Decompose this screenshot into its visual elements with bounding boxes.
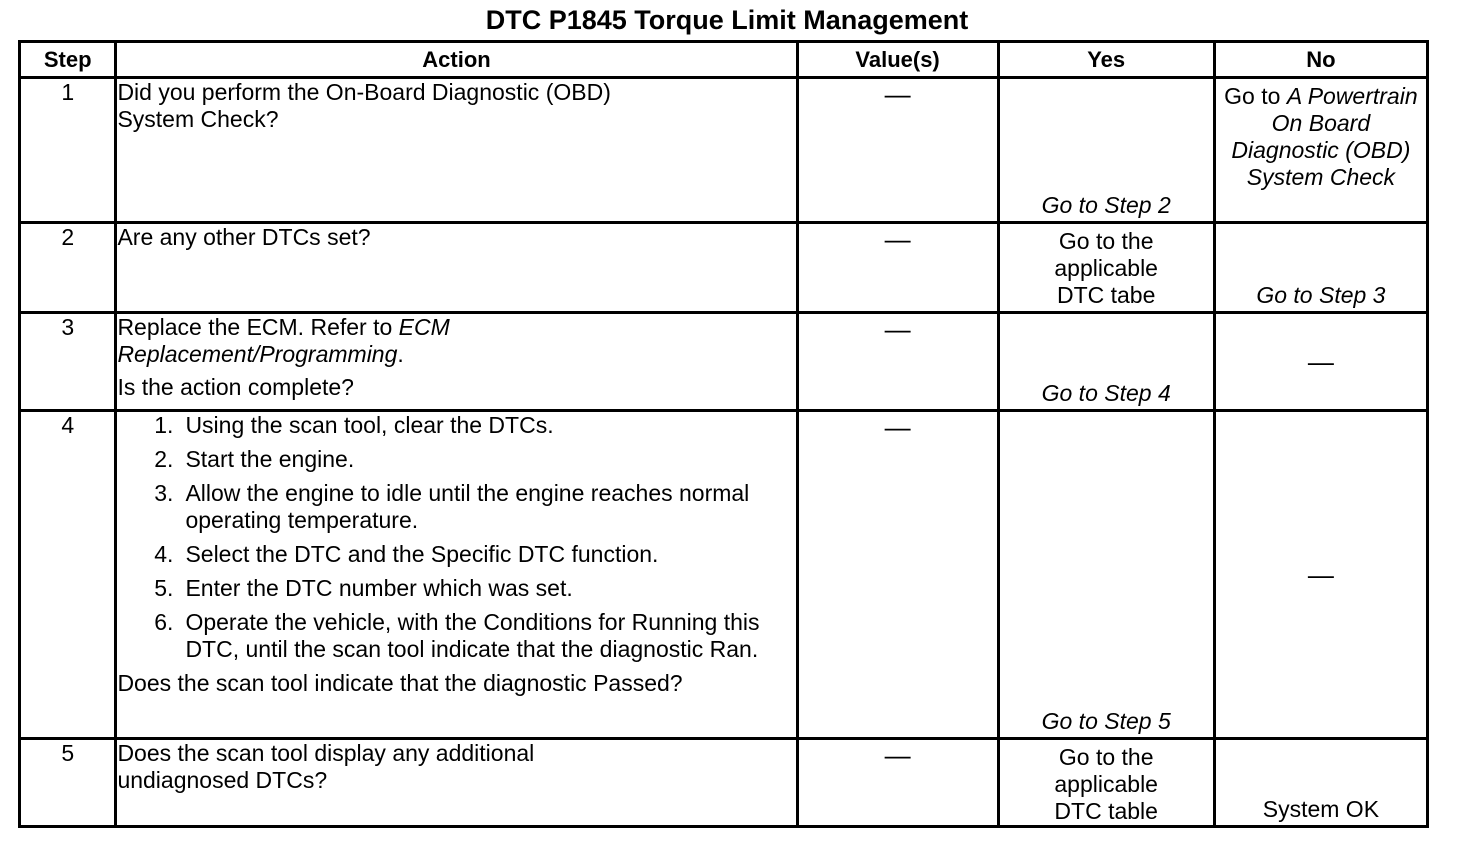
- header-yes: Yes: [998, 42, 1214, 78]
- substep-text: Start the engine.: [185, 446, 355, 472]
- table-row: [20, 411, 1428, 739]
- action-cell: [116, 411, 797, 739]
- list-item: [117, 575, 795, 602]
- table-row: [20, 739, 1428, 827]
- substep-text: Select the DTC and the Specific DTC function.: [185, 541, 659, 567]
- list-item: [117, 609, 795, 663]
- no-cell: [1214, 739, 1427, 827]
- action-cell: [116, 313, 797, 411]
- step-number: 3: [20, 313, 116, 411]
- substep-text: Using the scan tool, clear the DTCs.: [185, 412, 554, 438]
- yes-cell: [998, 78, 1214, 223]
- header-values: Value(s): [797, 42, 998, 78]
- substep-text: Allow the engine to idle until the engine reaches normal operating temperature.: [185, 480, 750, 533]
- yes-text: applicable: [1054, 255, 1158, 281]
- substep-list: [117, 412, 795, 663]
- action-text: Are any other DTCs set?: [117, 224, 371, 250]
- yes-cell: [998, 411, 1214, 739]
- no-text: —: [1307, 559, 1334, 589]
- yes-text: DTC table: [1054, 798, 1158, 824]
- yes-cell: [998, 313, 1214, 411]
- no-cell: [1214, 411, 1427, 739]
- yes-text: applicable: [1054, 771, 1158, 797]
- step-number: 1: [20, 78, 116, 223]
- action-text: System Check?: [117, 106, 279, 132]
- no-prefix: Go to: [1224, 83, 1287, 109]
- no-reference: A Powertrain On Board Diagnostic (OBD) System Check: [1231, 83, 1418, 190]
- action-text: Does the scan tool display any additional: [117, 740, 535, 766]
- list-item: [117, 446, 795, 473]
- step-number: 4: [20, 411, 116, 739]
- substep-number: 3.: [154, 480, 174, 506]
- step-number: 5: [20, 739, 116, 827]
- value-cell: —: [797, 411, 998, 739]
- substep-number: 2.: [154, 446, 174, 472]
- yes-link[interactable]: [1000, 744, 1213, 825]
- value-cell: —: [797, 313, 998, 411]
- step-number: 2: [20, 223, 116, 313]
- value-cell: —: [797, 78, 998, 223]
- reference-link[interactable]: ECM: [398, 314, 450, 340]
- action-suffix: .: [397, 341, 404, 367]
- diagnostic-table: [18, 40, 1429, 828]
- yes-cell: [998, 223, 1214, 313]
- yes-link[interactable]: Go to Step 2: [1041, 192, 1171, 218]
- no-text: —: [1307, 346, 1334, 376]
- no-result: System OK: [1262, 796, 1380, 822]
- list-item: [117, 412, 795, 439]
- table-row: [20, 313, 1428, 411]
- action-cell: [116, 223, 797, 313]
- header-step: Step: [20, 42, 116, 78]
- no-cell: [1214, 78, 1427, 223]
- header-no: No: [1214, 42, 1427, 78]
- action-cell: [116, 739, 797, 827]
- table-row: [20, 78, 1428, 223]
- action-prefix: Replace the ECM. Refer to: [117, 314, 399, 340]
- action-text: undiagnosed DTCs?: [117, 767, 328, 793]
- substep-text: Operate the vehicle, with the Conditions for Running this DTC, until the scan tool indicate that the diagnostic Ran.: [185, 609, 760, 662]
- no-link[interactable]: Go to Step 3: [1256, 282, 1386, 308]
- yes-cell: [998, 739, 1214, 827]
- header-action: Action: [116, 42, 797, 78]
- substep-number: 1.: [154, 412, 174, 438]
- table-row: [20, 223, 1428, 313]
- reference-link[interactable]: Replacement/Programming: [117, 341, 398, 367]
- yes-text: DTC tabe: [1056, 282, 1156, 308]
- value-cell: —: [797, 223, 998, 313]
- action-text: Did you perform the On-Board Diagnostic (OBD): [117, 79, 611, 105]
- no-cell: [1214, 223, 1427, 313]
- action-text: [117, 314, 795, 341]
- action-cell: [116, 78, 797, 223]
- substep-number: 4.: [154, 541, 174, 567]
- no-link[interactable]: [1216, 83, 1426, 191]
- substep-number: 5.: [154, 575, 174, 601]
- yes-link[interactable]: Go to Step 4: [1041, 380, 1171, 406]
- yes-link[interactable]: Go to Step 5: [1041, 708, 1171, 734]
- value-cell: —: [797, 739, 998, 827]
- action-text: [117, 341, 795, 368]
- list-item: [117, 541, 795, 568]
- yes-link[interactable]: [1000, 228, 1213, 309]
- list-item: [117, 480, 795, 534]
- action-question: Is the action complete?: [117, 374, 354, 400]
- no-cell: [1214, 313, 1427, 411]
- yes-text: Go to the: [1058, 744, 1154, 770]
- page-title: DTC P1845 Torque Limit Management: [485, 5, 969, 35]
- action-question: Does the scan tool indicate that the diagnostic Passed?: [117, 670, 683, 696]
- header-row: [20, 42, 1428, 78]
- substep-text: Enter the DTC number which was set.: [185, 575, 573, 601]
- substep-number: 6.: [154, 609, 174, 635]
- yes-text: Go to the: [1058, 228, 1154, 254]
